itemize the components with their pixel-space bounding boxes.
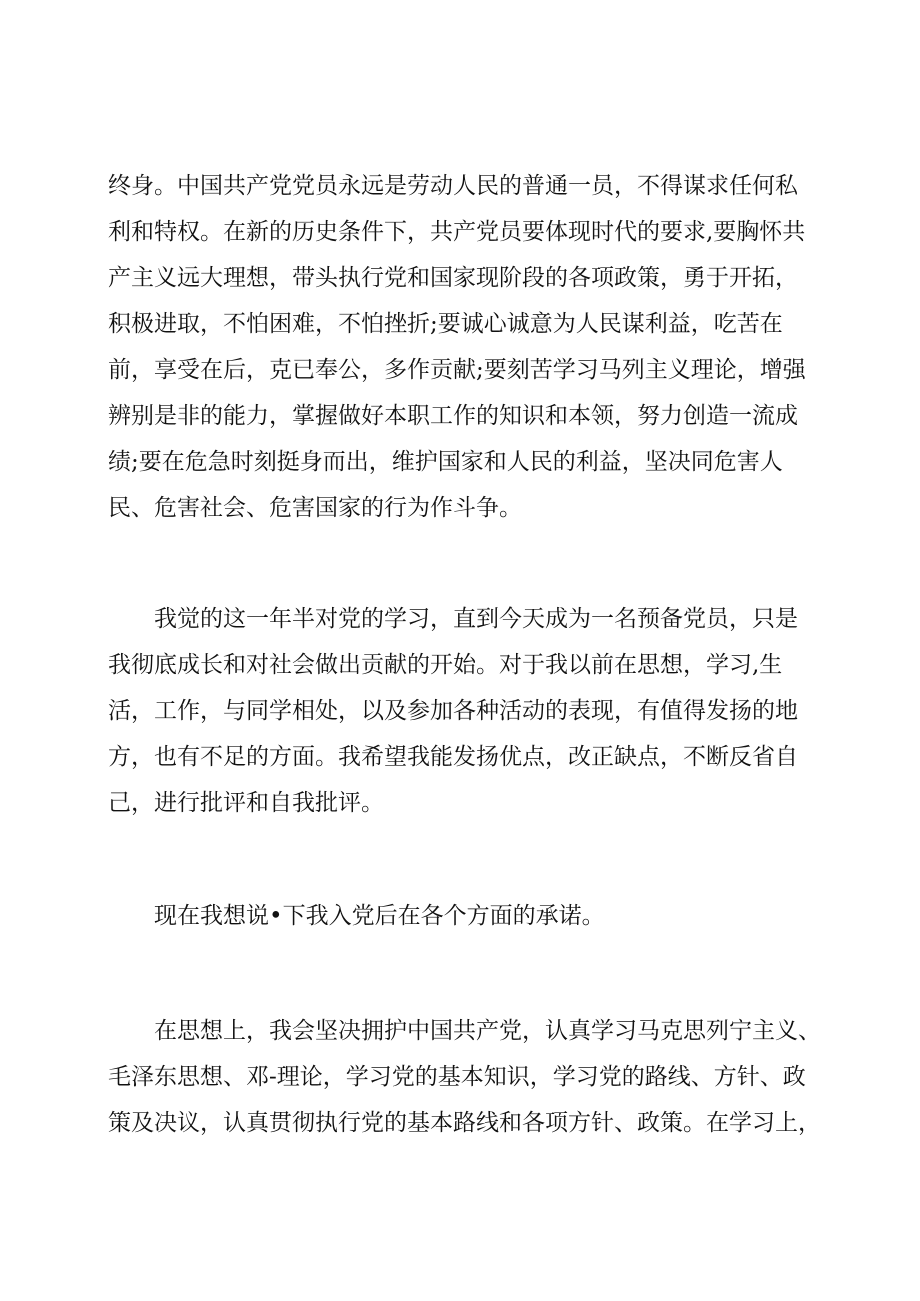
text-line: 活，工作，与同学相处，以及参加各种活动的表现，有值得发扬的地: [108, 698, 798, 724]
paragraph-commitment-intro: [108, 893, 828, 939]
text-line: 毛泽东思想、邓-理论，学习党的基本知识，学习党的路线、方针、政: [108, 1064, 806, 1090]
text-line: 绩;要在危急时刻挺身而出，维护国家和人民的利益，坚决同危害人: [108, 449, 783, 475]
text-line: 利和特权。在新的历史条件下，共产党员要体现时代的要求,要胸怀共: [108, 219, 806, 245]
text-line: 方，也有不足的方面。我希望我能发扬优点，改正缺点，不断反省自: [108, 744, 798, 770]
text-line: 终身。中国共产党党员永远是劳动人民的普通一员，不得谋求任何私: [108, 173, 798, 199]
text-line: 策及决议，认真贯彻执行党的基本路线和各项方针、政策。在学习上，: [108, 1110, 821, 1136]
text-line: 产主义远大理想，带头执行党和国家现阶段的各项政策，勇于开拓，: [108, 265, 798, 291]
text-line: 辨别是非的能力，掌握做好本职工作的知识和本领，努力创造一流成: [108, 403, 798, 429]
paragraph-party-member-duties: [108, 163, 828, 531]
text-line: 我觉的这一年半对党的学习，直到今天成为一名预备党员，只是: [154, 606, 798, 632]
text-line: 己，进行批评和自我批评。: [108, 790, 384, 816]
paragraph-self-reflection: [108, 596, 828, 826]
text-line: 积极进取，不怕困难，不怕挫折;要诚心诚意为人民谋利益，吃苦在: [108, 311, 783, 337]
text-line: 民、危害社会、危害国家的行为作斗争。: [108, 495, 522, 521]
text-line: 现在我想说•下我入党后在各个方面的承诺。: [154, 903, 605, 929]
paragraph-ideological-commitment: [108, 1008, 828, 1146]
text-line: 在思想上，我会坚决拥护中国共产党，认真学习马克思列宁主义、: [154, 1018, 821, 1044]
text-line: 前，享受在后，克已奉公，多作贡献;要刻苦学习马列主义理论，增强: [108, 357, 806, 383]
text-line: 我彻底成长和对社会做出贡献的开始。对于我以前在思想，学习,生: [108, 652, 783, 678]
